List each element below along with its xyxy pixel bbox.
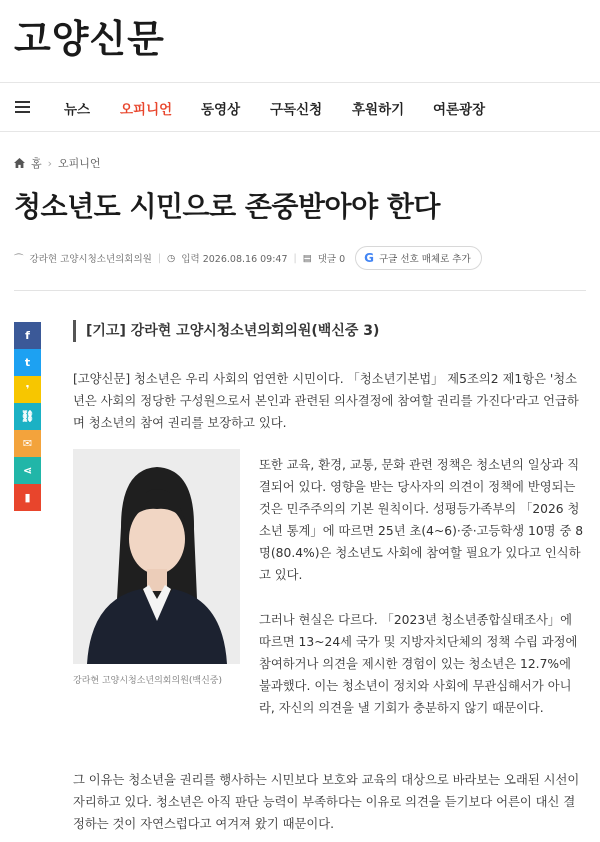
photo-caption: 강라현 고양시청소년의회의원(백신중) — [73, 676, 222, 686]
article-paragraph: [고양신문] 청소년은 우리 사회의 엄연한 시민이다. 「청소년기본법」 제5조의2 제1항은 '청소년은 사회의 정당한 구성원으로서 본인과 관련된 의사결정에 참여할 권리를 가진다'라고 언급하며 청소년의 참여 권리를 보장하고 있다. — [73, 372, 579, 430]
article-paragraph-flow — [73, 609, 585, 741]
nav-item-forum[interactable]: 여론광장 — [433, 102, 486, 118]
clock-icon: ◷ — [167, 252, 176, 264]
photo-spacer — [73, 609, 259, 741]
breadcrumb — [14, 155, 101, 171]
email-icon[interactable]: ✉ — [14, 430, 41, 457]
nav-item-opinion[interactable]: 오피니언 — [120, 102, 173, 118]
nav-item-support[interactable]: 후원하기 — [352, 102, 405, 118]
article-subhead: [기고] 강라현 고양시청소년의회의원(백신중 3) — [73, 320, 379, 342]
breadcrumb-section[interactable]: 오피니언 — [58, 157, 101, 170]
breadcrumb-home[interactable]: 홈 — [31, 157, 42, 170]
google-preferred-source-button[interactable]: G 구글 선호 매체로 추가 — [355, 246, 482, 270]
nav-item-video[interactable]: 동영상 — [201, 102, 241, 118]
share-icon[interactable]: ⋖ — [14, 457, 41, 484]
author-icon: ⌒ — [14, 254, 24, 265]
divider: | — [157, 252, 162, 264]
comment-icon: ▤ — [302, 252, 312, 264]
chevron-right-icon: › — [47, 156, 53, 170]
menu-icon[interactable] — [15, 101, 30, 113]
divider-line — [14, 290, 586, 291]
article-paragraph: 또한 교육, 환경, 교통, 문화 관련 정책은 청소년의 일상과 직결되어 있다. 영향을 받는 당사자의 의견이 정책에 반영되는 것은 민주주의의 기본 원칙이다. 성평등가족부의 「2026 청소년 통계」에 따르면 25년 초(4~6)·중·고등학생 10명 중 8명(80.4%)은 청소년도 사회에 참여할 필요가 있다고 인식하고 있다. — [259, 458, 584, 582]
twitter-icon[interactable]: t — [14, 349, 41, 376]
link-icon[interactable]: ⛓ — [14, 403, 41, 430]
article-title: 청소년도 시민으로 존중받아야 한다 — [14, 190, 440, 223]
article-paragraph: 그 이유는 청소년을 권리를 행사하는 시민보다 보호와 교육의 대상으로 바라보는 오래된 시선이 자리하고 있다. 청소년은 아직 판단 능력이 부족하다는 이유로 의견을 듣기보다 어른이 대신 결정하는 것이 자연스럽다고 여겨져 왔기 때문이다. — [73, 773, 580, 831]
site-logo[interactable]: 고양신문 — [14, 17, 165, 61]
article-meta — [14, 246, 482, 270]
divider: | — [293, 252, 297, 264]
article-paragraph: 그러나 현실은 다르다. 「2023년 청소년종합실태조사」에 따르면 13~24세 국가 및 지방자치단체의 정책 수립 과정에 참여하거나 의견을 제시한 경험이 있는 청소년은 12.7%에 불과했다. 이는 청소년이 정치와 사회에 무관심해서가 아니라, 자신의 의견을 낼 기회가 충분하지 않기 때문이다. — [259, 613, 578, 715]
home-icon — [14, 158, 25, 168]
nav-item-news[interactable]: 뉴스 — [64, 102, 91, 118]
main-nav — [0, 82, 600, 132]
nav-item-subscribe[interactable]: 구독신청 — [270, 102, 323, 118]
bookmark-icon[interactable]: ▮ — [14, 484, 41, 511]
google-icon: G — [364, 251, 374, 265]
kakaostory-icon[interactable]: ❜ — [14, 376, 41, 403]
comment-count[interactable]: 댓글 0 — [317, 254, 346, 265]
author-name: 강라현 고양시청소년의회의원 — [29, 254, 152, 265]
facebook-icon[interactable]: f — [14, 322, 41, 349]
publish-date: 입력 2026.08.16 09:47 — [181, 254, 288, 265]
share-bar — [14, 322, 41, 511]
